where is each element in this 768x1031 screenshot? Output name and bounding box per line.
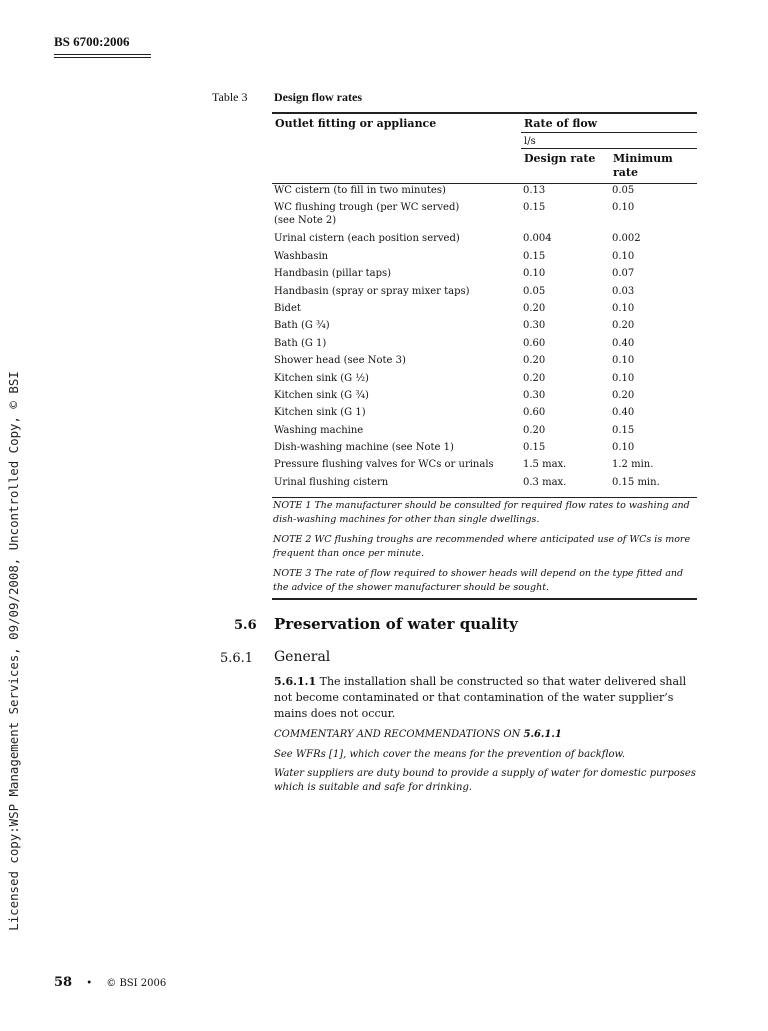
minimum-rate-cell: 0.10	[612, 372, 635, 384]
minimum-rate-cell: 0.10	[612, 355, 635, 367]
standard-number: BS 6700:2006	[54, 34, 130, 49]
design-rate-cell: 0.15	[523, 202, 546, 214]
table-row	[274, 319, 698, 336]
table-row	[274, 389, 698, 406]
design-rate-cell: 0.004	[523, 233, 552, 245]
copyright-notice: © BSI 2006	[106, 978, 167, 989]
minimum-rate-cell: 0.10	[612, 250, 635, 262]
commentary-para-2: Water suppliers are duty bound to provide a supply of water for domestic purposes which is suitable and safe for drinking.	[274, 768, 696, 793]
minimum-rate-cell: 0.15	[612, 424, 635, 436]
table-bottom-rule	[272, 598, 697, 600]
table-body	[274, 184, 698, 493]
table-row	[274, 337, 698, 354]
fitting-cell: Kitchen sink (G 1)	[274, 407, 366, 419]
minimum-label: Minimum	[613, 152, 673, 165]
minimum-rate-cell: 0.10	[612, 302, 635, 314]
table-row	[274, 184, 698, 201]
column-header-minimum-rate	[613, 152, 673, 180]
header-rule	[521, 132, 697, 133]
design-rate-cell: 0.20	[523, 355, 546, 367]
design-rate-cell: 1.5 max.	[523, 459, 567, 471]
subsection-title: General	[274, 649, 331, 665]
minimum-rate-cell: 0.15 min.	[612, 476, 660, 488]
design-rate-cell: 0.13	[523, 185, 546, 196]
design-rate-cell: 0.20	[523, 302, 546, 314]
table-note-3: NOTE 3 The rate of flow required to shower heads will depend on the type fitted and the advice of the shower manufacturer should be sought.	[273, 568, 684, 593]
fitting-line: WC flushing trough (per WC served)	[274, 202, 460, 214]
table-top-rule	[272, 112, 697, 114]
fitting-line: (see Note 2)	[274, 215, 337, 227]
column-header-design-rate: Design rate	[524, 152, 596, 165]
minimum-rate-cell: 0.03	[612, 285, 635, 297]
minimum-rate-cell: 0.10	[612, 442, 635, 454]
fitting-cell: Kitchen sink (G ½)	[274, 372, 369, 384]
fitting-cell: Bath (G ¾)	[274, 320, 330, 332]
table-notes-rule	[272, 497, 697, 498]
rate-label: rate	[613, 166, 639, 179]
fitting-cell: Shower head (see Note 3)	[274, 355, 406, 367]
fitting-cell: Urinal flushing cistern	[274, 476, 389, 488]
design-rate-cell: 0.10	[523, 268, 546, 280]
design-rate-cell: 0.15	[523, 442, 546, 454]
fitting-cell: Handbasin (pillar taps)	[274, 268, 392, 280]
design-rate-cell: 0.60	[523, 337, 546, 349]
minimum-rate-cell: 0.20	[612, 389, 635, 401]
minimum-rate-cell: 1.2 min.	[612, 459, 654, 471]
design-rate-cell: 0.30	[523, 320, 546, 332]
design-rate-cell: 0.3 max.	[523, 476, 567, 488]
fitting-cell: Pressure flushing valves for WCs or urinals	[274, 459, 494, 471]
fitting-cell: Handbasin (spray or spray mixer taps)	[274, 285, 470, 297]
table-row	[274, 476, 698, 493]
minimum-rate-cell: 0.07	[612, 268, 635, 280]
table-row	[274, 354, 698, 371]
clause-text: The installation shall be constructed so that water delivered shall not become contaminated or that contamination of the water supplier’s mains does not occur.	[274, 675, 687, 720]
minimum-rate-cell: 0.20	[612, 320, 635, 332]
design-rate-cell: 0.60	[523, 407, 546, 419]
header-rule	[54, 57, 151, 58]
table-row	[274, 267, 698, 284]
commentary-heading-text: COMMENTARY AND RECOMMENDATIONS ON	[274, 729, 524, 740]
design-rate-cell: 0.20	[523, 372, 546, 384]
subsection-number: 5.6.1	[220, 651, 254, 666]
design-rate-cell: 0.15	[523, 250, 546, 262]
table-row	[274, 201, 698, 232]
license-watermark: Licensed copy:WSP Management Services, 09/09/2008, Uncontrolled Copy, © BSI	[6, 371, 21, 931]
design-rate-cell: 0.20	[523, 424, 546, 436]
minimum-rate-cell: 0.40	[612, 407, 635, 419]
table-row	[274, 285, 698, 302]
table-row	[274, 250, 698, 267]
fitting-cell: Washing machine	[274, 424, 364, 436]
unit-label: l/s	[524, 136, 536, 147]
table-row	[274, 302, 698, 319]
table-row	[274, 232, 698, 249]
fitting-cell: Washbasin	[274, 250, 329, 262]
design-rate-cell: 0.05	[523, 285, 546, 297]
table-row	[274, 372, 698, 389]
clause-ref: 5.6.1.1	[274, 675, 317, 688]
fitting-cell: WC cistern (to fill in two minutes)	[274, 185, 446, 196]
commentary-heading-ref: 5.6.1.1	[523, 729, 562, 740]
section-number: 5.6	[234, 618, 257, 633]
header-rule	[521, 148, 697, 149]
commentary-para-1: See WFRs [1], which cover the means for the prevention of backflow.	[274, 749, 626, 760]
table-note-1: NOTE 1 The manufacturer should be consulted for required flow rates to washing and dish-washing machines for other than single dwellings.	[273, 500, 690, 525]
table-row	[274, 406, 698, 423]
table-title: Design flow rates	[274, 90, 362, 104]
fitting-cell: Kitchen sink (G ¾)	[274, 389, 369, 401]
fitting-cell: Dish-washing machine (see Note 1)	[274, 442, 454, 454]
commentary-heading	[274, 728, 704, 742]
table-note-2: NOTE 2 WC flushing troughs are recommended where anticipated use of WCs is more frequent than once per minute.	[273, 534, 691, 559]
page-footer	[54, 975, 166, 990]
minimum-rate-cell: 0.05	[612, 185, 635, 196]
page-number: 58	[54, 975, 73, 990]
fitting-cell: Urinal cistern (each position served)	[274, 233, 460, 245]
table-label: Table 3	[212, 90, 248, 104]
column-header-fitting: Outlet fitting or appliance	[275, 117, 437, 130]
fitting-cell: Bidet	[274, 302, 301, 314]
column-header-rate: Rate of flow	[524, 117, 598, 130]
table-row	[274, 458, 698, 475]
section-title: Preservation of water quality	[274, 615, 518, 633]
clause-5-6-1-1	[274, 674, 704, 722]
header-rule	[54, 54, 151, 55]
design-rate-cell: 0.30	[523, 389, 546, 401]
fitting-cell	[274, 201, 523, 232]
table-row	[274, 441, 698, 458]
footer-bullet: •	[86, 978, 93, 989]
minimum-rate-cell: 0.002	[612, 233, 641, 245]
minimum-rate-cell: 0.40	[612, 337, 635, 349]
fitting-cell: Bath (G 1)	[274, 337, 327, 349]
minimum-rate-cell: 0.10	[612, 202, 635, 214]
table-row	[274, 424, 698, 441]
